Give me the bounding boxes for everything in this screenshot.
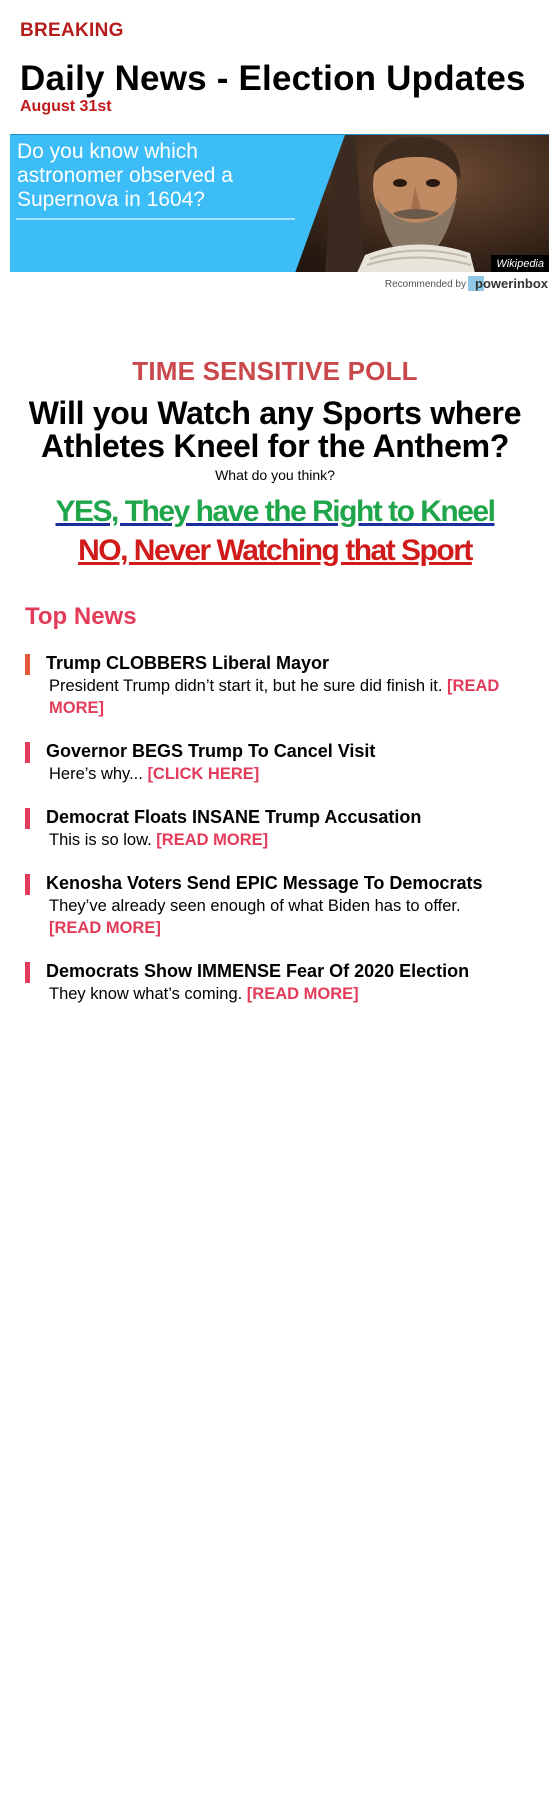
news-description <box>49 763 509 785</box>
poll-no-link[interactable]: NO, Never Watching that Sport <box>78 534 472 567</box>
news-title[interactable]: Trump CLOBBERS Liberal Mayor <box>46 653 330 673</box>
ad-stripe <box>295 135 345 272</box>
date-label: August 31st <box>20 98 112 115</box>
news-title[interactable]: Democrat Floats INSANE Trump Accusation <box>46 807 422 827</box>
ad-question[interactable]: Do you know which astronomer observed a Supernova in 1604? <box>17 140 233 211</box>
news-title[interactable]: Democrats Show IMMENSE Fear Of 2020 Election <box>46 961 470 981</box>
poll-subtext: What do you think? <box>215 467 335 483</box>
news-description <box>49 675 509 719</box>
news-description-text: They know what’s coming. <box>49 985 243 1003</box>
header <box>20 20 530 115</box>
recommended-label: Recommended by <box>384 279 466 290</box>
click-here-link[interactable]: [CLICK HERE] <box>147 765 260 783</box>
news-description <box>49 895 509 939</box>
news-description-text: Here’s why... <box>49 765 143 783</box>
news-description-text: President Trump didn’t start it, but he sure did finish it. <box>49 677 443 695</box>
news-title[interactable]: Kenosha Voters Send EPIC Message To Democrats <box>46 873 483 893</box>
read-more-link[interactable]: [READ MORE] <box>49 919 161 937</box>
recommended-by[interactable] <box>350 276 550 292</box>
news-description <box>49 829 509 851</box>
poll-yes-link[interactable]: YES, They have the Right to Kneel <box>55 495 495 528</box>
news-description <box>49 983 509 1005</box>
read-more-link[interactable]: [READ MORE] <box>156 831 269 849</box>
powerinbox-logo-text[interactable]: powerinbox <box>475 276 548 291</box>
news-accent-bar <box>25 808 30 829</box>
news-accent-bar <box>25 874 30 895</box>
news-accent-bar <box>25 654 30 675</box>
news-accent-bar <box>25 962 30 983</box>
read-more-link[interactable]: [READ MORE] <box>246 985 359 1003</box>
news-title[interactable]: Governor BEGS Trump To Cancel Visit <box>46 741 376 761</box>
breaking-label: BREAKING <box>20 20 124 41</box>
poll-question: Will you Watch any Sports where Athletes Kneel for the Anthem? <box>28 395 522 464</box>
poll-label: TIME SENSITIVE POLL <box>132 356 418 386</box>
read-more-link[interactable]: [READ MORE] <box>49 677 500 717</box>
news-accent-bar <box>25 742 30 763</box>
news-description-text: They’ve already seen enough of what Biden has to offer. <box>49 897 461 915</box>
poll-section <box>20 356 530 568</box>
ad-portrait-image[interactable] <box>295 135 549 272</box>
news-description-text: This is so low. <box>49 831 152 849</box>
page-title: Daily News - Election Updates <box>20 59 526 98</box>
ad-banner[interactable] <box>10 134 549 272</box>
ad-image-credit: Wikipedia <box>491 255 549 272</box>
top-news-heading: Top News <box>25 603 137 630</box>
ad-divider <box>16 218 304 220</box>
